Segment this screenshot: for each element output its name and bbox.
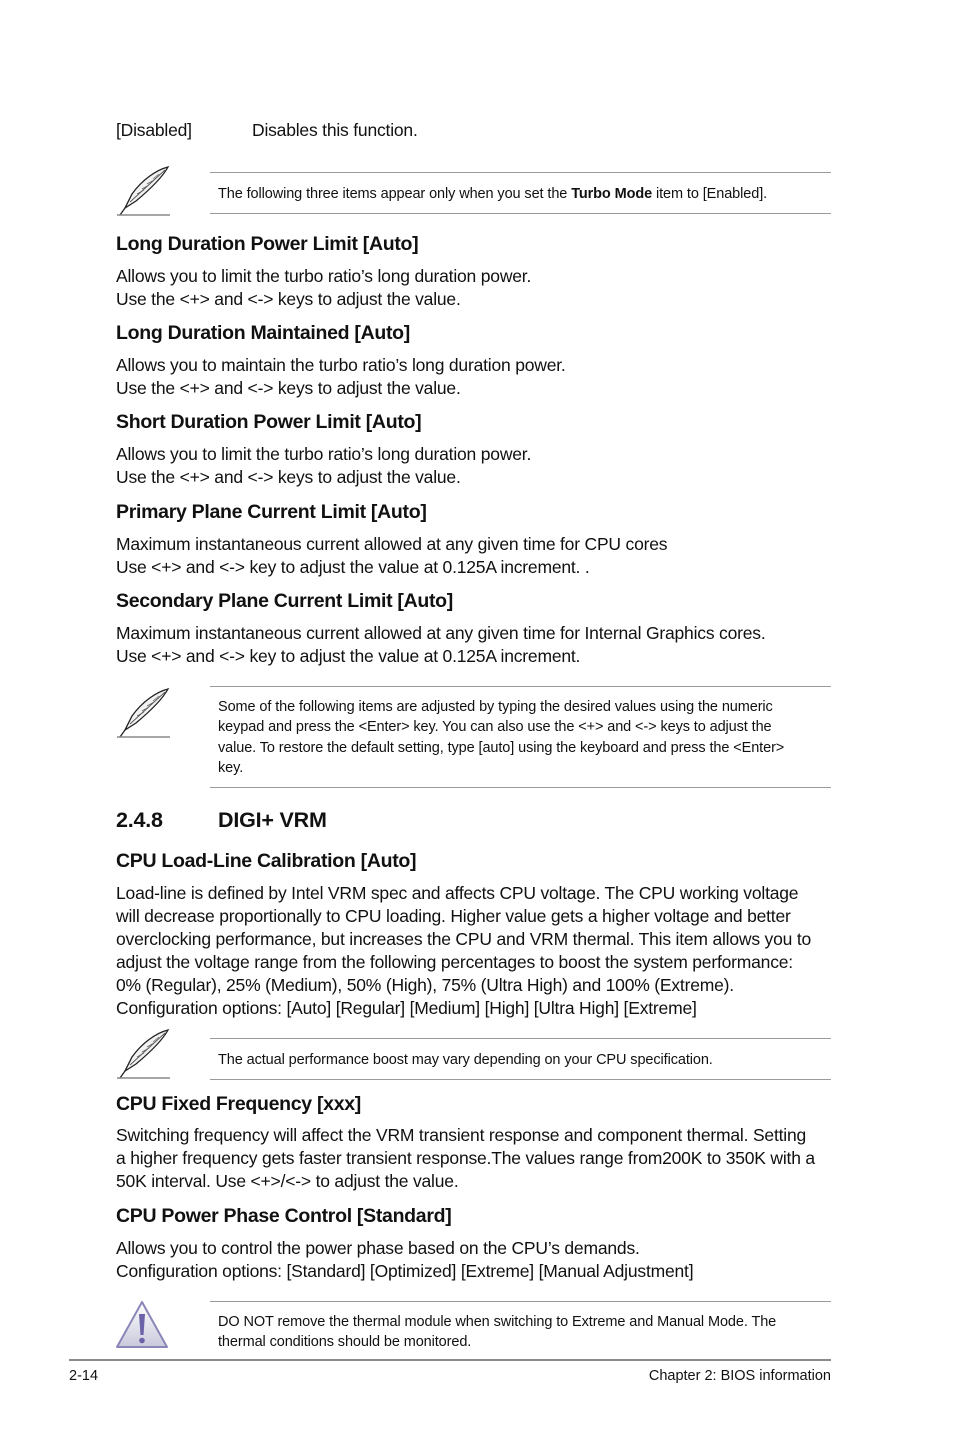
item-desc-line: 50K interval. Use <+>/<-> to adjust the value. bbox=[116, 1171, 459, 1191]
item-title: Secondary Plane Current Limit [Auto] bbox=[116, 590, 453, 612]
item-title: CPU Power Phase Control [Standard] bbox=[116, 1205, 452, 1227]
item-title: CPU Load-Line Calibration [Auto] bbox=[116, 850, 417, 872]
warning-box bbox=[210, 1301, 831, 1360]
item-title: CPU Fixed Frequency [xxx] bbox=[116, 1093, 361, 1115]
item-desc-line: Allows you to maintain the turbo ratio’s long duration power. bbox=[116, 355, 566, 375]
note-bold-term: Turbo Mode bbox=[571, 186, 653, 202]
pencil-note-icon bbox=[112, 686, 174, 740]
item-desc-line: Allows you to limit the turbo ratio’s long duration power. bbox=[116, 444, 532, 464]
option-label-disabled: [Disabled] bbox=[116, 120, 192, 140]
note-line: key. bbox=[218, 760, 244, 777]
note-box bbox=[210, 686, 831, 788]
item-desc-line: Switching frequency will affect the VRM transient response and component thermal. Setting bbox=[116, 1125, 807, 1145]
item-desc-line: Use the <+> and <-> keys to adjust the value. bbox=[116, 378, 461, 398]
item-desc-line: Allows you to limit the turbo ratio’s long duration power. bbox=[116, 266, 532, 286]
warning-line: DO NOT remove the thermal module when switching to Extreme and Manual Mode. The bbox=[218, 1314, 777, 1330]
item-desc-line: will decrease proportionally to CPU loading. Higher value gets a higher voltage and better bbox=[116, 906, 791, 926]
pencil-note-icon bbox=[112, 164, 174, 218]
warning-line: thermal conditions should be monitored. bbox=[218, 1334, 472, 1351]
note-line: Some of the following items are adjusted by typing the desired values using the numeric bbox=[218, 699, 773, 715]
note-box bbox=[210, 172, 831, 214]
item-desc-line: Maximum instantaneous current allowed at any given time for CPU cores bbox=[116, 534, 668, 554]
item-desc-line: overclocking performance, but increases the CPU and VRM thermal. This item allows you to bbox=[116, 929, 812, 949]
note-text: The actual performance boost may vary depending on your CPU specification. bbox=[218, 1052, 713, 1068]
item-desc-line: Maximum instantaneous current allowed at any given time for Internal Graphics cores. bbox=[116, 623, 766, 643]
note-line: value. To restore the default setting, type [auto] using the keyboard and press the <Enter> bbox=[218, 739, 785, 756]
warning-icon bbox=[114, 1299, 170, 1351]
item-title: Long Duration Power Limit [Auto] bbox=[116, 233, 419, 255]
chapter-label: Chapter 2: BIOS information bbox=[648, 1368, 831, 1384]
item-desc-line: Use the <+> and <-> keys to adjust the value. bbox=[116, 467, 461, 487]
section-title: DIGI+ VRM bbox=[218, 808, 327, 832]
item-desc-line: Use the <+> and <-> keys to adjust the value. bbox=[116, 289, 461, 309]
item-desc-line: a higher frequency gets faster transient response.The values range from200K to 350K with a bbox=[116, 1148, 815, 1168]
item-desc-line: Allows you to control the power phase based on the CPU’s demands. bbox=[116, 1238, 640, 1258]
note-text: The following three items appear only when you set the Turbo Mode item to [Enabled]. bbox=[218, 186, 768, 202]
item-desc-line: adjust the voltage range from the following percentages to boost the system performance: bbox=[116, 952, 793, 972]
item-title: Long Duration Maintained [Auto] bbox=[116, 322, 410, 344]
option-description: Disables this function. bbox=[252, 120, 418, 140]
item-title: Short Duration Power Limit [Auto] bbox=[116, 411, 422, 433]
item-desc-line: Load-line is defined by Intel VRM spec and affects CPU voltage. The CPU working voltage bbox=[116, 883, 799, 903]
note-line: keypad and press the <Enter> key. You can also use the <+> and <-> keys to adjust the bbox=[218, 719, 772, 736]
item-desc-line: Configuration options: [Standard] [Optimized] [Extreme] [Manual Adjustment] bbox=[116, 1261, 694, 1281]
item-desc-line: Configuration options: [Auto] [Regular] [Medium] [High] [Ultra High] [Extreme] bbox=[116, 998, 697, 1018]
item-title: Primary Plane Current Limit [Auto] bbox=[116, 501, 427, 523]
item-desc-line: Use <+> and <-> key to adjust the value at 0.125A increment. bbox=[116, 646, 581, 666]
note-box bbox=[210, 1038, 831, 1080]
section-number: 2.4.8 bbox=[116, 808, 163, 832]
page-number: 2-14 bbox=[69, 1368, 99, 1384]
footer-rule bbox=[69, 1359, 831, 1361]
item-desc-line: Use <+> and <-> key to adjust the value at 0.125A increment. . bbox=[116, 557, 590, 577]
pencil-note-icon bbox=[112, 1027, 174, 1081]
item-desc-line: 0% (Regular), 25% (Medium), 50% (High), 75% (Ultra High) and 100% (Extreme). bbox=[116, 975, 734, 995]
